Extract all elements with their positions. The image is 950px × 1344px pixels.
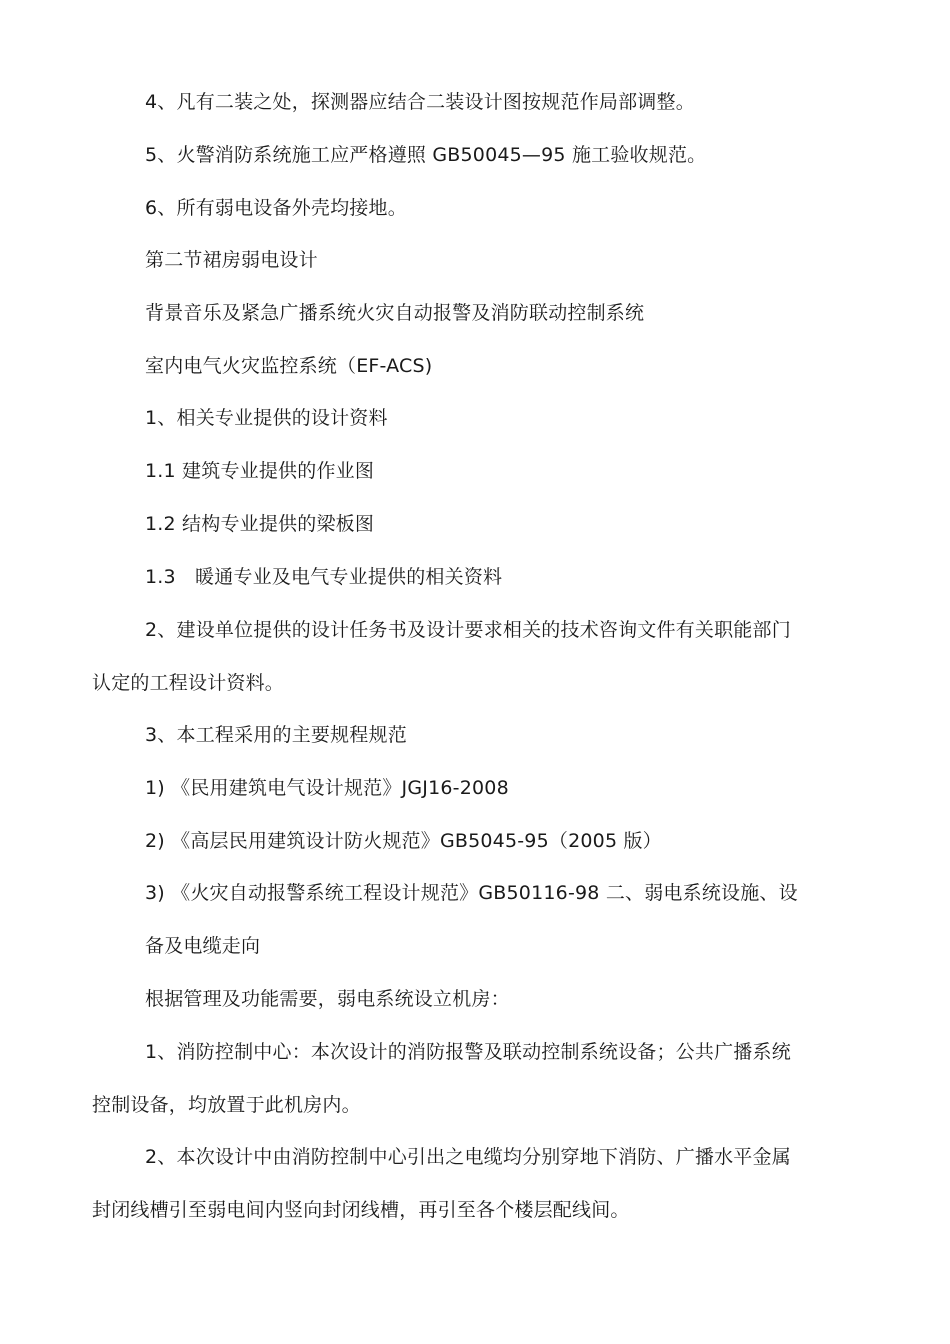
paragraph-line: 4、凡有二装之处，探测器应结合二装设计图按规范作局部调整。 <box>145 91 695 113</box>
paragraph-line: 2、建设单位提供的设计任务书及设计要求相关的技术咨询文件有关职能部门 <box>145 619 791 641</box>
paragraph-line: 背景音乐及紧急广播系统火灾自动报警及消防联动控制系统 <box>145 302 645 324</box>
list-item: 3、本工程采用的主要规程规范 <box>145 724 407 746</box>
list-item: 2、本次设计中由消防控制中心引出之电缆均分别穿地下消防、广播水平金属 <box>145 1146 791 1168</box>
list-item: 2) 《高层民用建筑设计防火规范》GB5045-95（2005 版） <box>145 830 662 852</box>
paragraph-line: 备及电缆走向 <box>145 935 261 957</box>
paragraph-line: 封闭线槽引至弱电间内竖向封闭线槽，再引至各个楼层配线间。 <box>92 1199 630 1221</box>
paragraph-line: 认定的工程设计资料。 <box>92 672 285 694</box>
paragraph-line: 控制设备，均放置于此机房内。 <box>92 1094 361 1116</box>
list-item: 1.1 建筑专业提供的作业图 <box>145 460 375 482</box>
list-item: 1、相关专业提供的设计资料 <box>145 407 388 429</box>
list-item: 1.2 结构专业提供的梁板图 <box>145 513 375 535</box>
list-item: 1、消防控制中心：本次设计的消防报警及联动控制系统设备；公共广播系统 <box>145 1041 791 1063</box>
paragraph-line: 室内电气火灾监控系统（EF-ACS) <box>145 355 433 377</box>
section-heading: 第二节裙房弱电设计 <box>145 249 318 271</box>
paragraph-line: 根据管理及功能需要，弱电系统设立机房： <box>145 988 510 1010</box>
paragraph-line: 6、所有弱电设备外壳均接地。 <box>145 197 407 219</box>
list-item: 1) 《民用建筑电气设计规范》JGJ16-2008 <box>145 777 509 799</box>
list-item: 3) 《火灾自动报警系统工程设计规范》GB50116-98 二、弱电系统设施、设 <box>145 882 798 904</box>
paragraph-line: 5、火警消防系统施工应严格遵照 GB50045—95 施工验收规范。 <box>145 144 707 166</box>
list-item: 1.3 暖通专业及电气专业提供的相关资料 <box>145 566 503 588</box>
